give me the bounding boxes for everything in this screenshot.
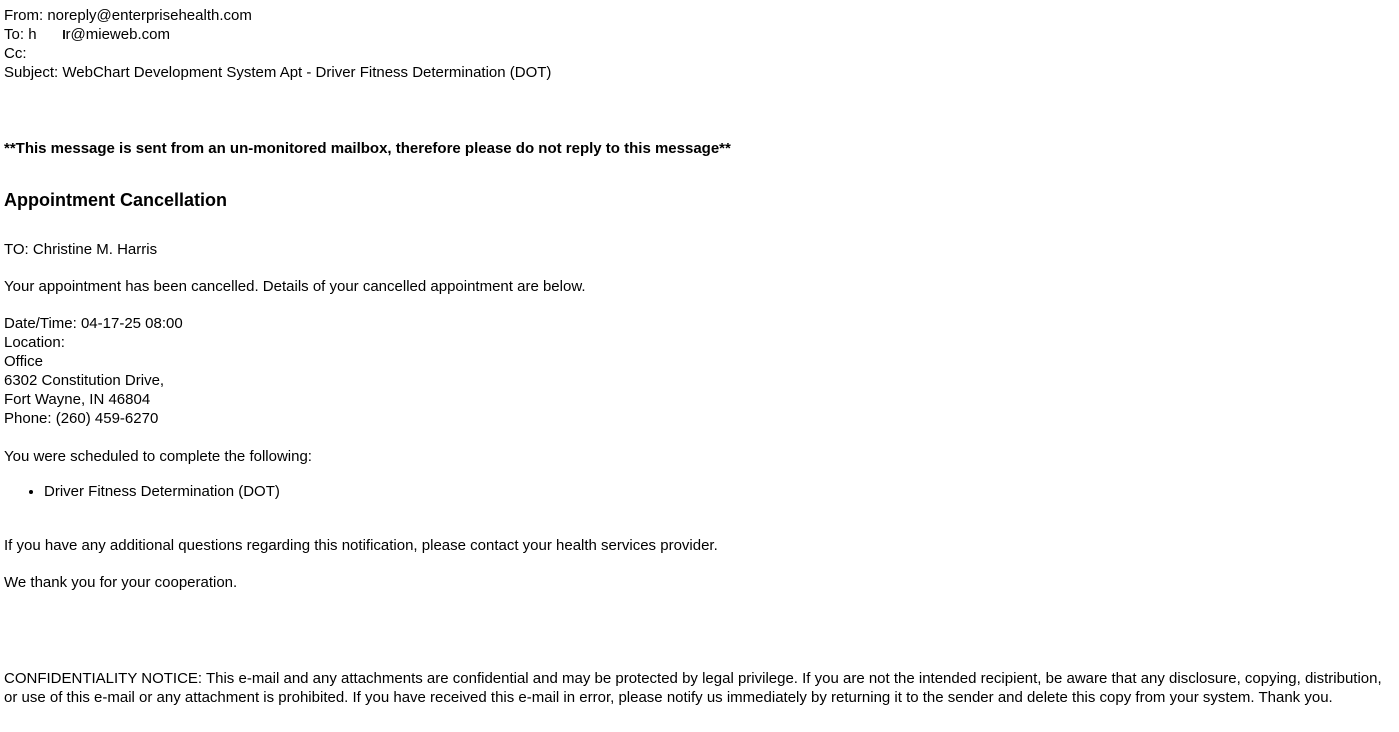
address-line-2: Fort Wayne, IN 46804 (4, 391, 151, 408)
list-item: • Driver Fitness Determination (DOT) (44, 482, 1387, 501)
cc-label: Cc: (4, 45, 27, 62)
from-value: noreply@enterprisehealth.com (47, 7, 252, 24)
subject-label: Subject: (4, 64, 59, 81)
redacted-letter-remnant (63, 30, 65, 39)
header-subject (4, 63, 1387, 82)
to-value-suffix: r@mieweb.com (65, 26, 170, 43)
appointment-details (4, 314, 1387, 428)
from-label: From: (4, 7, 44, 24)
schedule-intro: You were scheduled to complete the following: (4, 448, 312, 465)
cancellation-intro: Your appointment has been cancelled. Details of your cancelled appointment are below. (4, 278, 586, 295)
unmonitored-mailbox-notice: **This message is sent from an un-monitored mailbox, therefore please do not reply to this message** (4, 140, 731, 157)
location-name: Office (4, 353, 43, 370)
location-label: Location: (4, 334, 65, 351)
to-value-prefix: h (28, 26, 37, 43)
questions-paragraph: If you have any additional questions regarding this notification, please contact your health services provider. (4, 537, 718, 554)
page-title: Appointment Cancellation (4, 190, 228, 210)
subject-value: WebChart Development System Apt - Driver Fitness Determination (DOT) (62, 64, 552, 81)
appointment-list (4, 482, 1387, 501)
redacted-text (37, 38, 63, 39)
header-from (4, 6, 1387, 25)
datetime-line: Date/Time: 04-17-25 08:00 (4, 315, 183, 332)
header-to (4, 25, 1387, 44)
thanks-paragraph: We thank you for your cooperation. (4, 574, 238, 591)
recipient-line: TO: Christine M. Harris (4, 241, 158, 258)
header-cc (4, 44, 1387, 63)
address-line-1: 6302 Constitution Drive, (4, 372, 165, 389)
email-headers (4, 6, 1387, 82)
phone-line: Phone: (260) 459-6270 (4, 410, 159, 427)
to-label: To: (4, 26, 25, 43)
confidentiality-notice: CONFIDENTIALITY NOTICE: This e-mail and any attachments are confidential and may be protected by legal privilege. If you are not the intended recipient, be aware that any disclosure, copying, distribution, or use of this e-mail or any attachment is prohibited. If you have received this e-mail in error, please notify us immediately by returning it to the sender and delete this copy from your system. Thank you. (4, 670, 1382, 706)
